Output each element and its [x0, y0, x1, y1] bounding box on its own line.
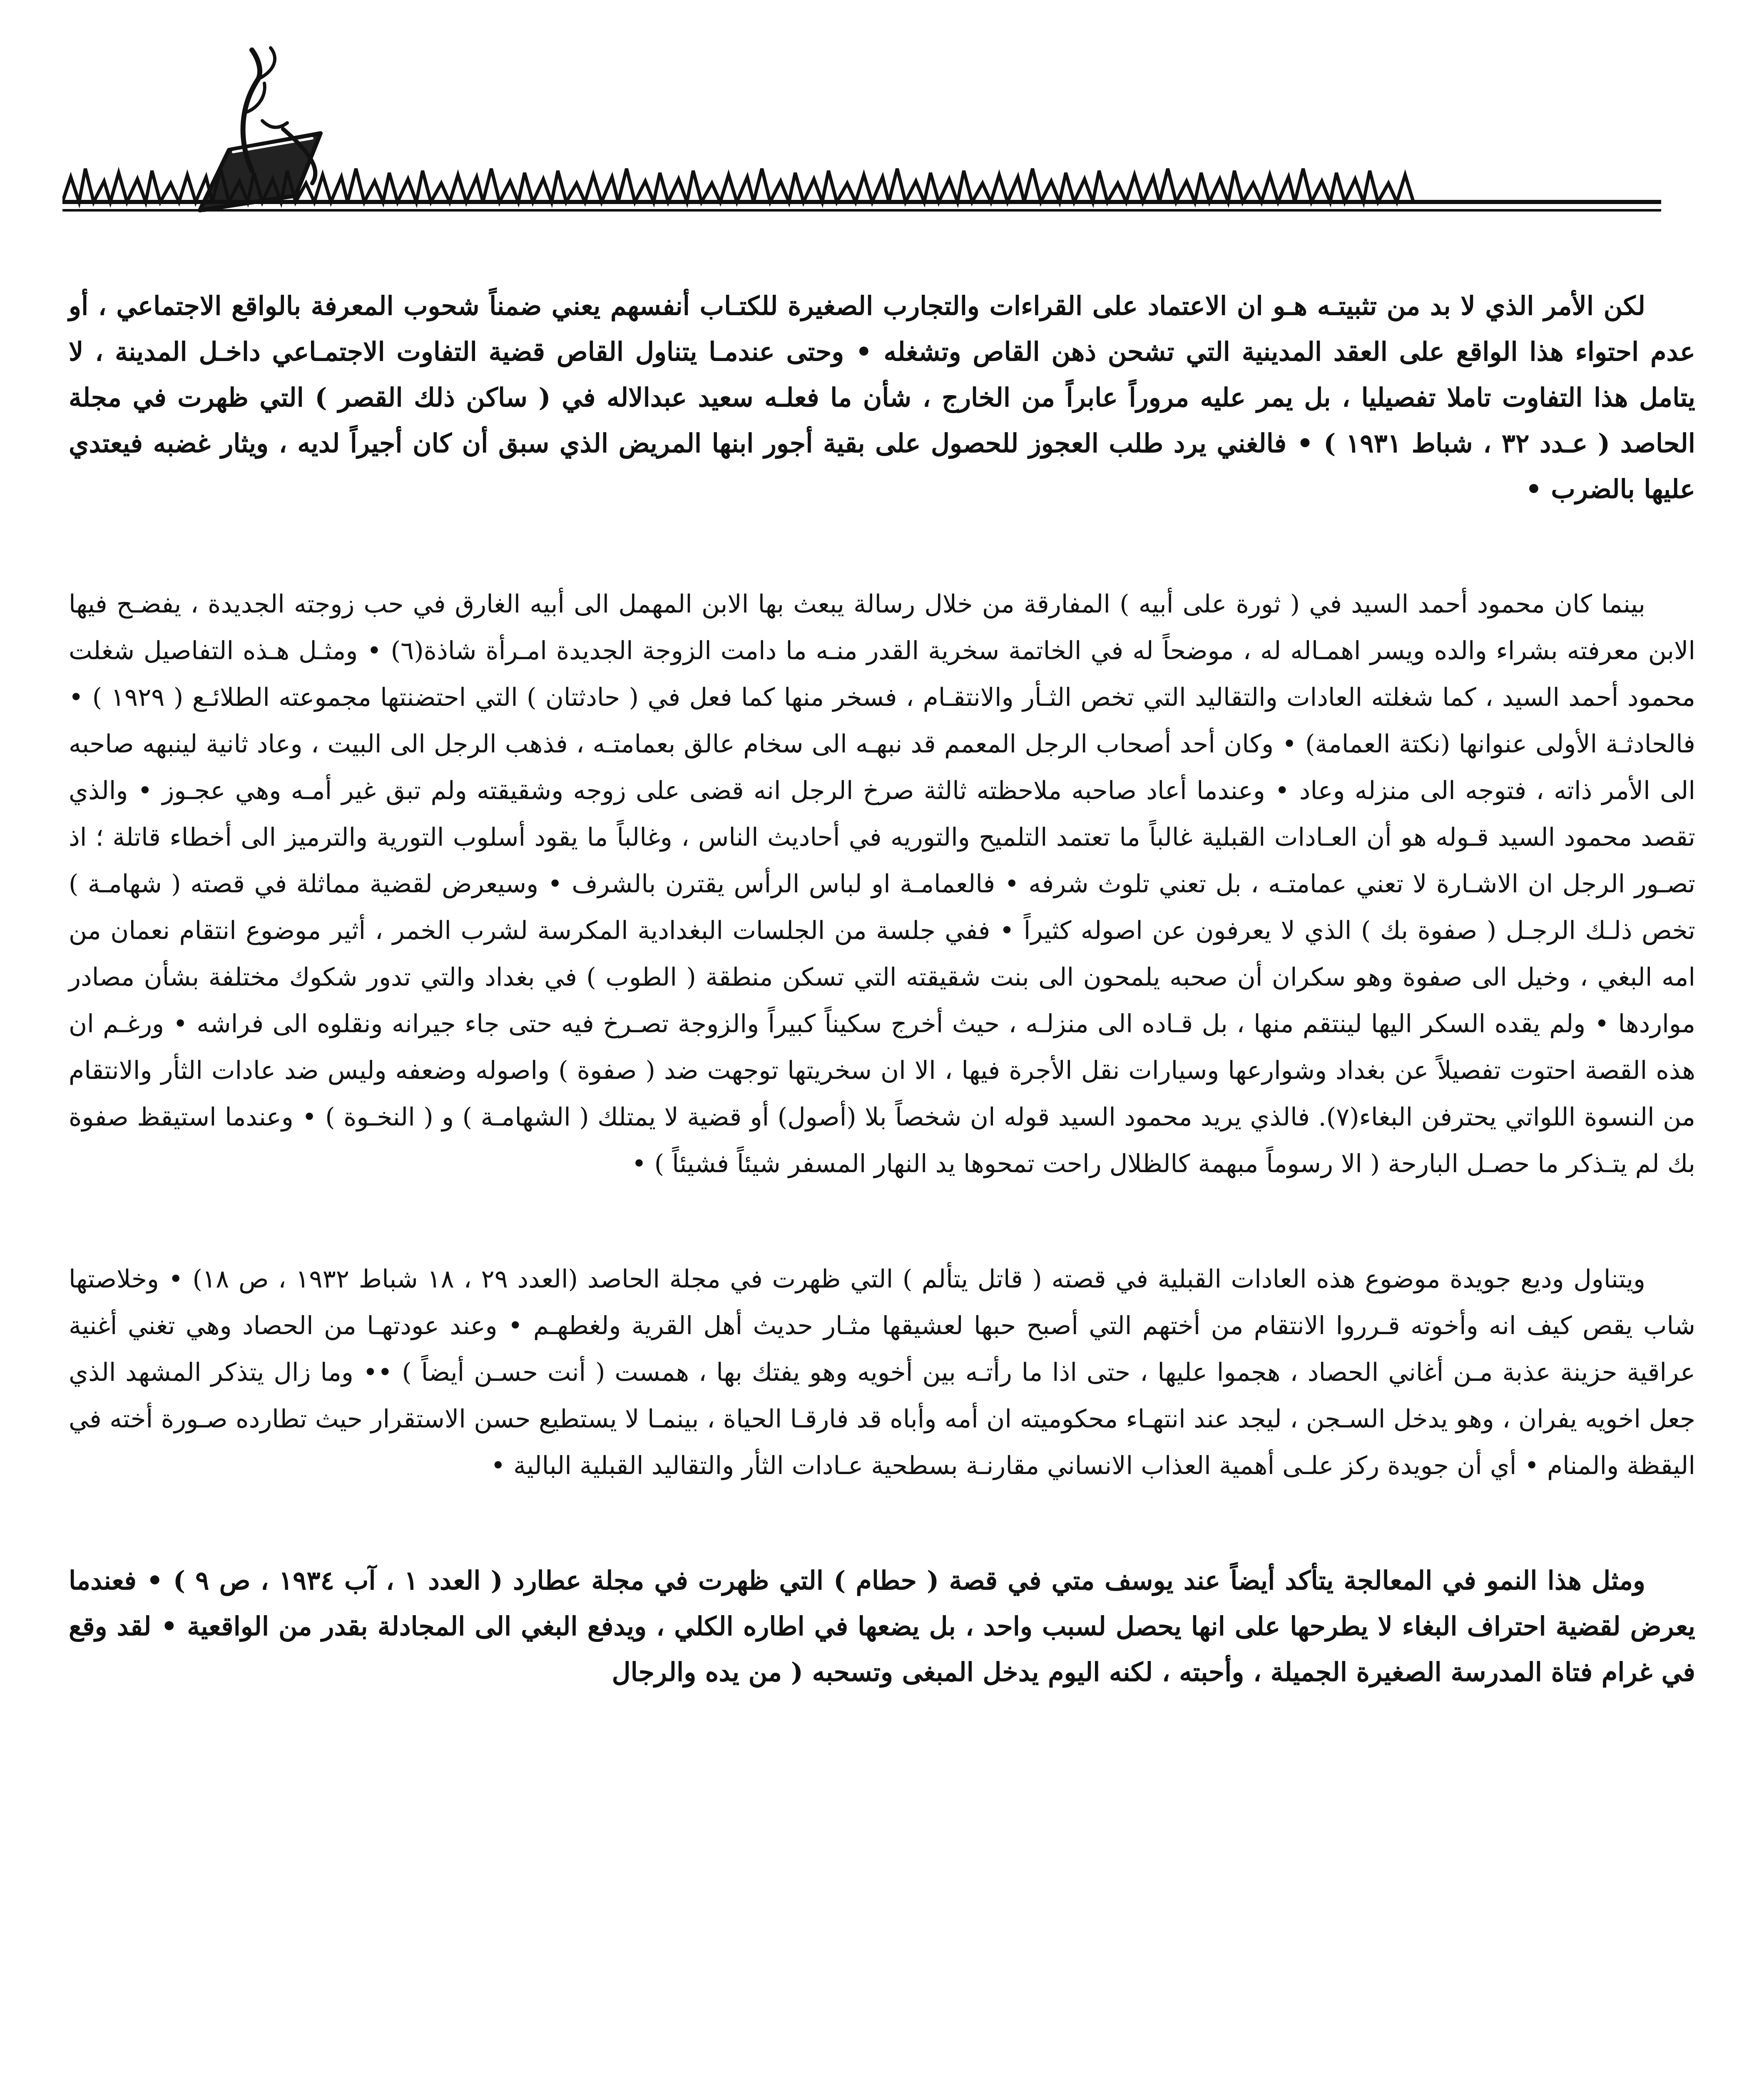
- paragraph-4: ومثل هذا النمو في المعالجة يتأكد أيضاً عند يوسف متي في قصة ( حطام ) التي ظهرت في مجلة عطارد ( العدد ١ ، آب ١٩٣٤ ، ص ٩ ) • فعندما يعرض لقضية احتراف البغاء لا يطرحها على انها يحصل لسبب واحد ، بل يضعها في اطاره الكلي ، ويدفع البغي الى المجادلة بقدر من الواقعية • لقد وقع في غرام فتاة المدرسة الصغيرة الجميلة ، وأحبته ، لكنه اليوم يدخل المبغى وتسحبه ( من يده والرجال: [69, 1565, 1695, 1687]
- article-body: [69, 283, 1695, 1695]
- paragraph-2: بينما كان محمود أحمد السيد في ( ثورة على أبيه ) المفارقة من خلال رسالة يبعث بها الابن المهمل الى أبيه الغارق في حب زوجته الجديدة ، يفضـح فيها الابن معرفته بشراء والده ويسر اهمـاله له ، موضحاً له في الخاتمة سخرية القدر منـه ما دامت الزوجة الجديدة امـرأة شاذة(٦) • ومثـل هـذه التفاصيل شغلت محمود أحمد السيد ، كما شغلته العادات والتقاليد التي تخص الثـأر والانتقـام ، فسخر منها كما فعل في ( حادثتان ) التي احتضنتها مجموعته الطلائـع ( ١٩٢٩ ) • فالحادثـة الأولى عنوانها (نكتة العمامة) • وكان أحد أصحاب الرجل المعمم قد نبهـه الى سخام عالق بعمامتـه ، فذهب الرجل الى البيت ، وعاد ثانية لينبهه صاحبه الى الأمر ذاته ، فتوجه الى منزله وعاد • وعندما أعاد صاحبه ملاحظته ثالثة صرخ الرجل انه قضى على زوجه وشقيقته ولم تبق غير أمـه وهي عجـوز • والذي تقصد محمود السيد قـوله هو أن العـادات القبلية غالباً ما تعتمد التلميح والتوريه في أحاديث الناس ، وغالباً ما يقود أسلوب التورية والترميز الى أخطاء قاتلة ؛ اذ تصـور الرجل ان الاشـارة لا تعني عمامتـه ، بل تعني تلوث شرفه • فالعمامـة او لباس الرأس يقترن بالشرف • وسيعرض لقضية مماثلة في قصته ( شهامـة ) تخص ذلـك الرجـل ( صفوة بك ) الذي لا يعرفون عن اصوله كثيراً • ففي جلسة من الجلسات البغدادية المكرسة لشرب الخمر ، أثير موضوع انتقام نعمان من امه البغي ، وخيل الى صفوة وهو سكران أن صحبه يلمحون الى بنت شقيقته التي تسكن منطقة ( الطوب ) في بغداد والتي تدور شكوك مختلفة بشأن مصادر مواردها • ولم يقده السكر اليها لينتقم منها ، بل قـاده الى منزلـه ، حيث أخرج سكيناً كبيراً والزوجة تصـرخ فيه حتى جاء جيرانه ونقلوه الى فراشه • ورغـم ان هذه القصة احتوت تفصيلاً عن بغداد وشوارعها وسيارات نقل الأجرة فيها ، الا ان سخريتها توجهت ضد ( صفوة ) واصوله وضعفه وليس ضد عادات الثأر والانتقام من النسوة اللواتي يحترفن البغاء(٧). فالذي يريد محمود السيد قوله ان شخصاً بلا (أصول) أو قضية لا يمتلك ( الشهامـة ) و ( النخـوة ) • وعندما استيقظ صفوة بك لم يتـذكر ما حصـل البارحة ( الا رسوماً مبهمة كالظلال راحت تمحوها يد النهار المسفر شيئاً فشيئاً ) •: [69, 590, 1696, 1178]
- header-ornament: [62, 46, 1661, 221]
- paragraph-3: ويتناول وديع جويدة موضوع هذه العادات القبلية في قصته ( قاتل يتألم ) التي ظهرت في مجلة الحاصد (العدد ٢٩ ، ١٨ شباط ١٩٣٢ ، ص ١٨) • وخلاصتها شاب يقص كيف انه وأخوته قـرروا الانتقام من أختهم التي أصبح حبها لعشيقها مثـار حديث أهل القرية ولغطهـم • وعند عودتهـا من الحصاد وهي تغني أغنية عراقية حزينة عذبة مـن أغاني الحصاد ، هجموا عليها ، حتى اذا ما رأتـه بين أخويه وهو يفتك بها ، همست ( أنت حسـن أيضاً ) •• وما زال يتذكر المشهد الذي جعل اخويه يفران ، وهو يدخل السـجن ، ليجد عند انتهـاء محكوميته ان أمه وأباه قد فارقـا الحياة ، بينمـا لا يستطيع حسن الاستقرار حيث تطارده صـورة أخته في اليقظة والمنام • أي أن جويدة ركز علـى أهمية العذاب الانساني مقارنـة بسطحية عـادات الثأر والتقاليد القبلية البالية •: [69, 1265, 1696, 1480]
- paragraph-1: لكن الأمر الذي لا بد من تثبيتـه هـو ان الاعتماد على القراءات والتجارب الصغيرة للكتـاب أنفسهم يعني ضمناً شحوب المعرفة بالواقع الاجتماعي ، أو عدم احتواء هذا الواقع على العقد المدينية التي تشحن ذهن القاص وتشغله • وحتى عندمـا يتناول القاص قضية التفاوت الاجتمـاعي داخـل المدينة ، لا يتامل هذا التفاوت تاملا تفصيليا ، بل يمر عليه مروراً عابراً من الخارج ، شأن ما فعلـه سعيد عبدالاله في ( ساكن ذلك القصر ) التي ظهرت في مجلة الحاصد ( عـدد ٣٢ ، شباط ١٩٣١ ) • فالغني يرد طلب العجوز للحصول على بقية أجور ابنها المريض الذي سبق أن كان أجيراً لديه ، ويثار غضبه فيعتدي عليها بالضرب •: [69, 291, 1696, 504]
